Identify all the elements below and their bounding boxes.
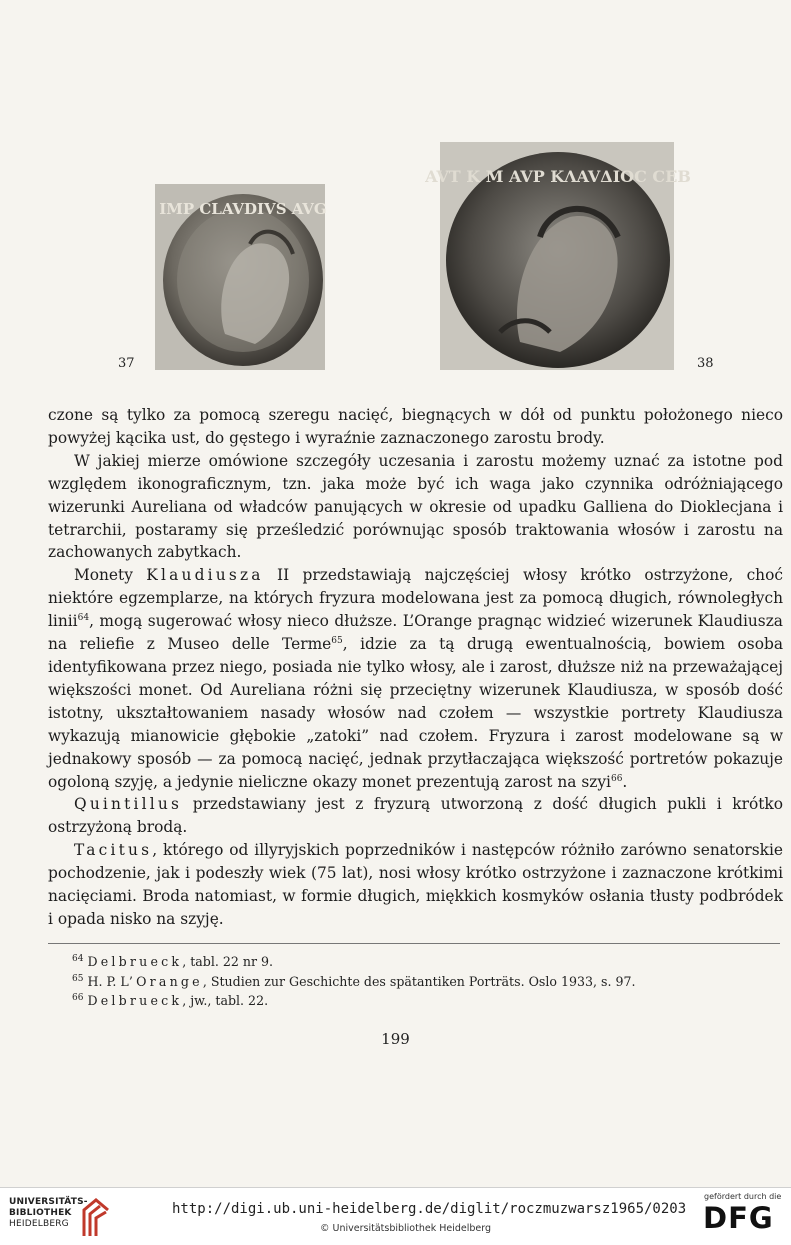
funded-by-text: gefördert durch die [704, 1192, 782, 1201]
footer-bar [0, 1187, 791, 1245]
footnote-ref-64: 64 [77, 613, 90, 624]
p5-text: , którego od illyryjskich poprzedników i następców różniło zarówno senatorskie pochodzenie, jak i podeszły wiek (75 lat), nosi włosy krótko ostrzyżone i zaznaczone krótkimi nacięciami. Broda natomiast, w formie długich, miękkich kosmyków osłania tłusty podbródek i opada nisko na szyję. [48, 841, 783, 928]
coin-37-image [155, 184, 325, 370]
footnote-author: Delbrueck [87, 954, 183, 969]
p3-text-b: II przedstawiają najczęściej włosy krótko ostrzyżone, choć niektóre egzemplarze, na których fryzura modelowana jest za pomocą długich, równoległych linii [48, 566, 783, 631]
page-number: 199 [381, 1030, 410, 1048]
footnote-66 [72, 991, 636, 1011]
paragraph-3 [48, 564, 783, 793]
coin-38-image [425, 142, 691, 370]
copyright-text: © Universitätsbibliothek Heidelberg [320, 1223, 492, 1234]
dfg-logo[interactable]: DFG [703, 1201, 774, 1235]
paragraph-4 [48, 793, 783, 839]
logo-line-1: UNIVERSITÄTS- [9, 1197, 88, 1207]
library-logo-text[interactable] [9, 1197, 88, 1230]
coin-37-legend: IMP CLAVDIVS AVG [159, 200, 327, 218]
logo-line-2: BIBLIOTHEK [9, 1208, 72, 1218]
footnote-number: 66 [72, 992, 84, 1003]
footnote-text: , Studien zur Geschichte des spätantiken Porträts. Oslo 1933, s. 97. [202, 973, 636, 989]
coin-photo-38 [425, 142, 691, 370]
body-text [48, 404, 783, 931]
paragraph-1: czone są tylko za pomocą szeregu nacięć, biegnących w dół od punktu położonego nieco powyżej kącika ust, do gęstego i wyraźnie zaznaczonego zarostu brody. [48, 406, 783, 447]
footnote-author: L’Orange [120, 973, 203, 989]
footnote-64 [72, 952, 636, 972]
name-quintillus: Quintillus [74, 795, 183, 814]
footnote-divider [48, 943, 780, 944]
figure-number-37: 37 [118, 356, 135, 371]
p3-text-d: , idzie za tą drugą ewentualnością, bowiem osoba identyfikowana przez niego, posiada nie tylko włosy, ale i zarost, dłuższe niż na przeważającej większości monet. Od Aureliana różni się przeciętny wizerunek Klaudiusza, w sposób dość istotny, ukształtowaniem nasady włosów nad czołem — wszystkie portrety Klaudiusza wykazują mianowicie głębokie „zatoki” nad czołem. Fryzura i zarost modelowane są w jednakowy sposób — za pomocą nacięć, jednak przytłaczająca większość portretów pokazuje ogoloną szyję, a jedynie nieliczne okazy monet prezentują zarost na szyi [48, 635, 784, 791]
footnote-ref-65: 65 [331, 635, 343, 646]
p3-text-c: , mogą sugerować włosy nieco dłuższe. L’Orange pragnąc widzieć wizerunek Klaudiusza na reliefie z Museo delle Terme [48, 612, 783, 654]
coin-photo-37 [155, 184, 325, 370]
footnote-prefix: H. P. [87, 973, 121, 989]
logo-line-3: HEIDELBERG [9, 1219, 69, 1229]
coin-38-legend: AVT K M AVP KΛAVΔIOC CEB [425, 167, 691, 186]
permalink-url[interactable]: http://digi.ub.uni-heidelberg.de/diglit/roczmuzwarsz1965/0203 [172, 1201, 687, 1217]
footnote-text: , jw., tabl. 22. [182, 993, 269, 1008]
footnote-author: Delbrueck [87, 993, 183, 1008]
library-logo-icon[interactable] [80, 1196, 112, 1238]
figure-number-38: 38 [697, 356, 714, 371]
footnote-number: 64 [72, 953, 84, 964]
p3-text-a: Monety [74, 566, 147, 585]
paragraph-5 [48, 839, 783, 931]
footnote-text: , tabl. 22 nr 9. [182, 954, 274, 969]
paragraph-2: W jakiej mierze omówione szczegóły uczesania i zarostu możemy uznać za istotne pod względem ikonograficznym, tzn. jaka może być ich waga jako czynnika odróżniającego wizerunki Aureliana od władców panujących w okresie od upadku Galliena do Dioklecjana i tetrarchii, postaramy się prześledzić porównując sposób traktowania włosów i zarostu na zachowanych zabytkach. [48, 451, 783, 562]
footnote-number: 65 [72, 973, 84, 984]
name-tacitus: Tacitus [74, 841, 153, 860]
p3-text-e: . [622, 772, 628, 791]
p4-text: przedstawiany jest z fryzurą utworzoną z dość długich pukli i krótko ostrzyżoną brodą. [48, 795, 783, 837]
footnotes [72, 952, 636, 1011]
footnote-ref-66: 66 [610, 773, 623, 784]
footnote-65 [72, 972, 636, 992]
name-klaudiusza: Klaudiusza [146, 566, 264, 585]
